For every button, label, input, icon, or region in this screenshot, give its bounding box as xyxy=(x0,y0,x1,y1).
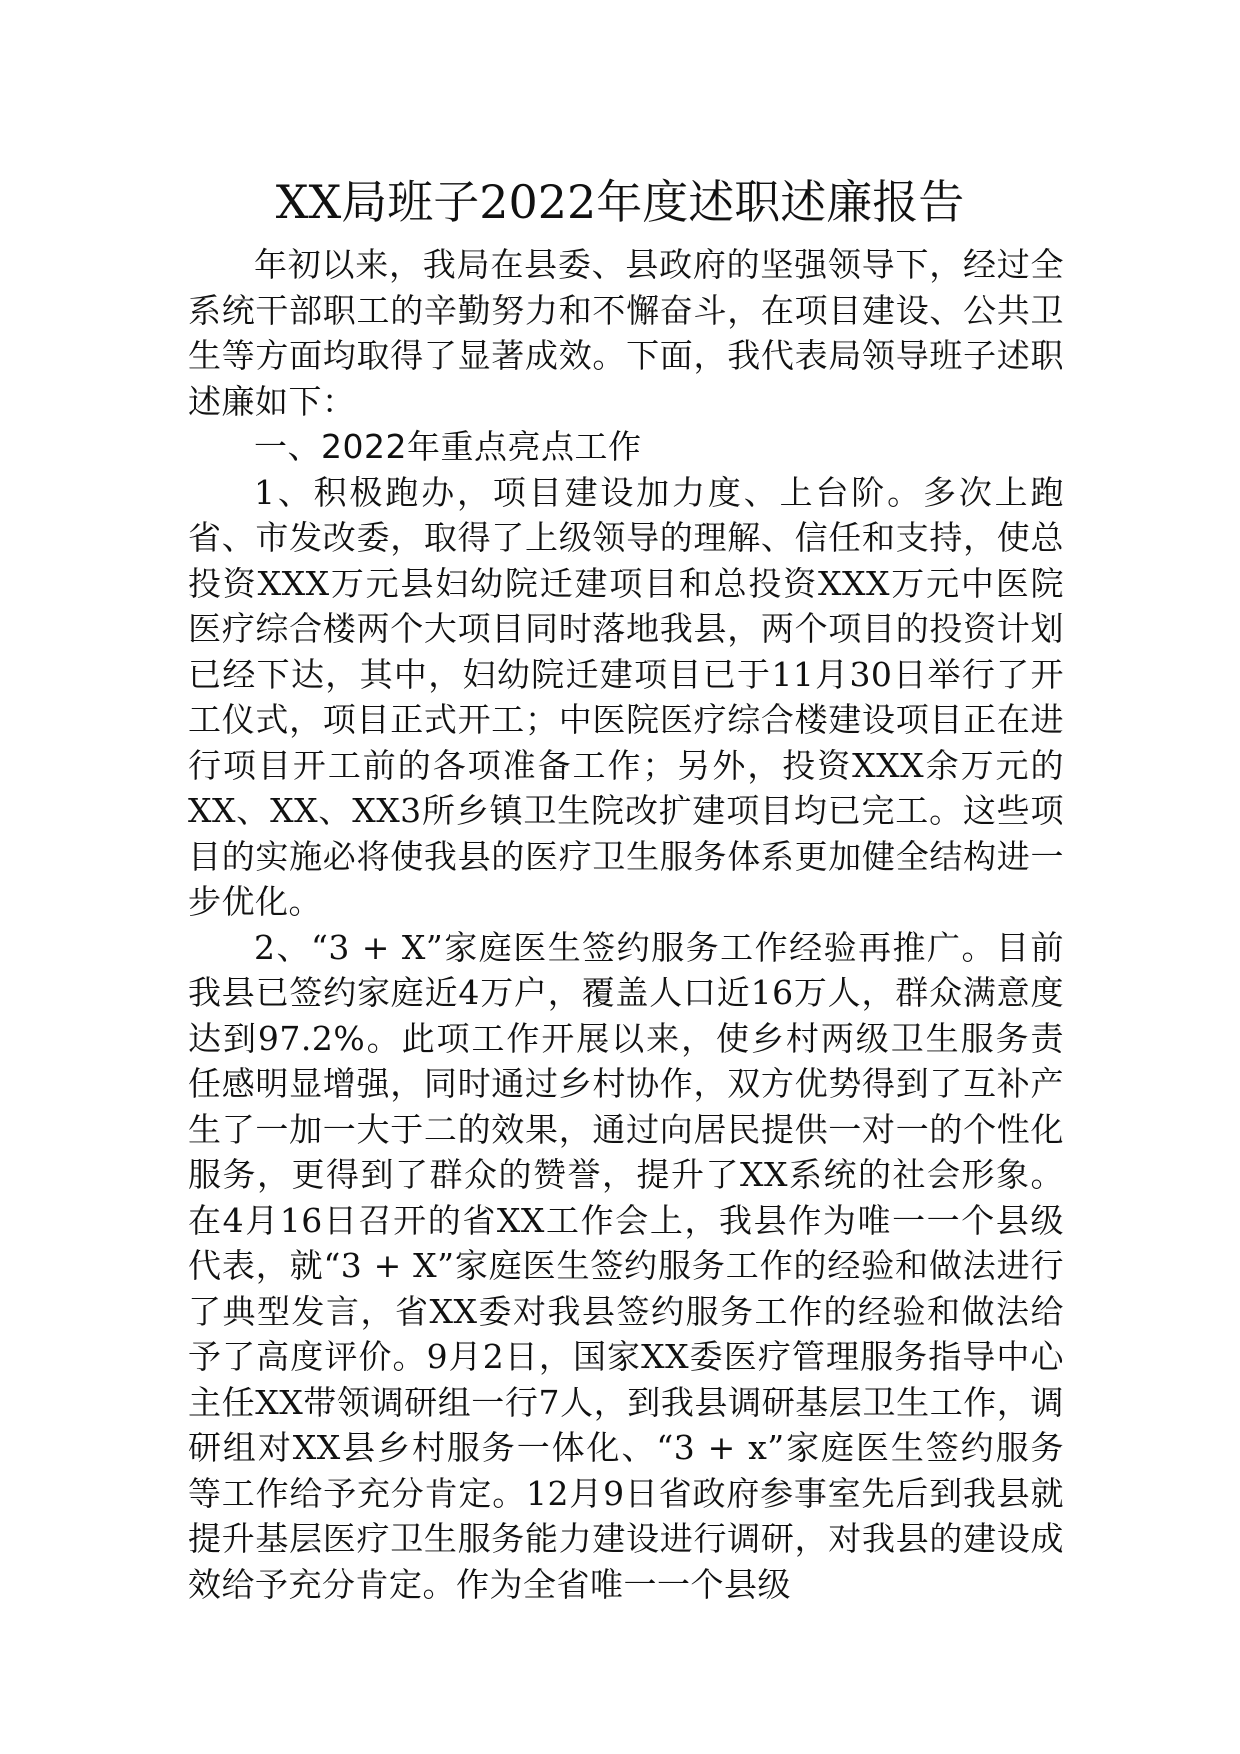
document-body xyxy=(188,242,1064,1607)
document-title: XX局班子2022年度述职述廉报告 xyxy=(275,175,965,229)
item-2-paragraph: 2、“3 + X”家庭医生签约服务工作经验再推广。目前我县已签约家庭近4万户，覆盖人口近16万人，群众满意度达到97.2%。此项工作开展以来，使乡村两级卫生服务责任感明显增强，同时通过乡村协作，双方优势得到了互补产生了一加一大于二的效果，通过向居民提供一对一的个性化服务，更得到了群众的赞誉，提升了XX系统的社会形象。在4月16日召开的省XX工作会上，我县作为唯一一个县级代表，就“3 + X”家庭医生签约服务工作的经验和做法进行了典型发言，省XX委对我县签约服务工作的经验和做法给予了高度评价。9月2日，国家XX委医疗管理服务指导中心主任XX带领调研组一行7人，到我县调研基层卫生工作，调研组对XX县乡村服务一体化、“3 + x”家庭医生签约服务等工作给予充分肯定。12月9日省政府参事室先后到我县就提升基层医疗卫生服务能力建设进行调研，对我县的建设成效给予充分肯定。作为全省唯一一个县级 xyxy=(188,927,1064,1604)
intro-paragraph: 年初以来，我局在县委、县政府的坚强领导下，经过全系统干部职工的辛勤努力和不懈奋斗，在项目建设、公共卫生等方面均取得了显著成效。下面，我代表局领导班子述职述廉如下： xyxy=(188,245,1064,421)
item-1-paragraph: 1、积极跑办，项目建设加力度、上台阶。多次上跑省、市发改委，取得了上级领导的理解、信任和支持，使总投资XXX万元县妇幼院迁建项目和总投资XXX万元中医院医疗综合楼两个大项目同时落地我县，两个项目的投资计划已经下达，其中，妇幼院迁建项目已于11月30日举行了开工仪式，项目正式开工；中医院医疗综合楼建设项目正在进行项目开工前的各项准备工作；另外，投资XXX余万元的XX、XX、XX3所乡镇卫生院改扩建项目均已完工。这些项目的实施必将使我县的医疗卫生服务体系更加健全结构进一步优化。 xyxy=(188,472,1064,921)
section-heading: 一、2022年重点亮点工作 xyxy=(254,427,642,466)
